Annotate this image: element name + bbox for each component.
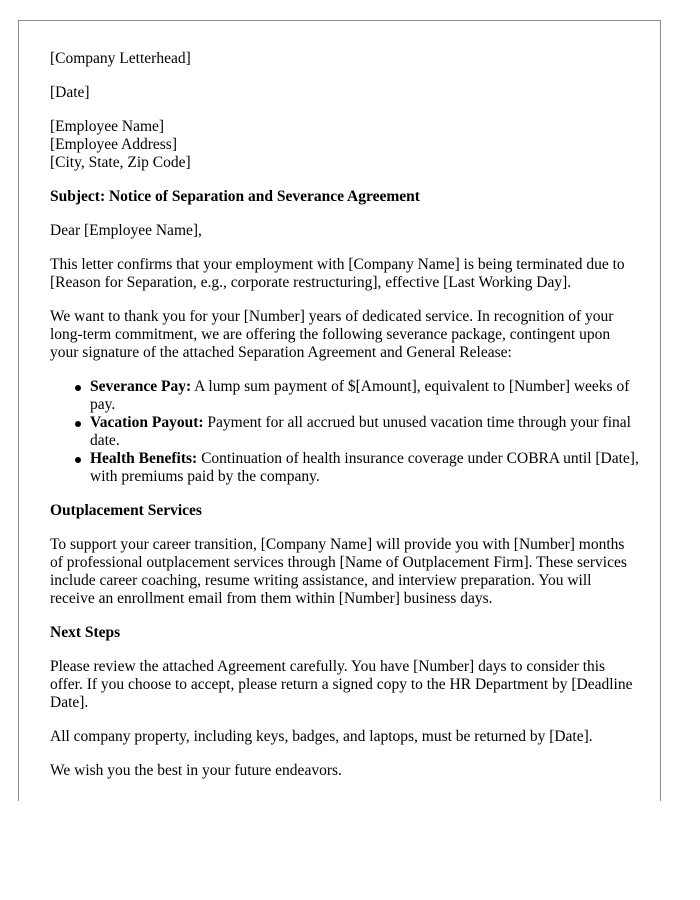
item-label: Health Benefits: bbox=[90, 450, 198, 467]
recipient-name: [Employee Name] bbox=[50, 118, 165, 135]
item-text: Payment for all accrued but unused vacation time through your final date. bbox=[90, 414, 631, 449]
recipient-address-block bbox=[50, 118, 640, 172]
bullet-icon bbox=[75, 385, 81, 391]
severance-package-list bbox=[50, 378, 640, 486]
list-item bbox=[90, 450, 640, 486]
bullet-icon bbox=[75, 457, 81, 463]
outplacement-paragraph: To support your career transition, [Company Name] will provide you with [Number] months of professional outplacement services through [Name of Outplacement Firm]. These services include career coaching, resume writing assistance, and interview preparation. You will receive an enrollment email from them within [Number] business days. bbox=[50, 536, 627, 607]
next-steps-paragraph: Please review the attached Agreement carefully. You have [Number] days to consider this offer. If you choose to accept, please return a signed copy to the HR Department by [Deadline Date]. bbox=[50, 658, 633, 711]
recipient-address: [Employee Address] bbox=[50, 136, 177, 153]
bullet-icon bbox=[75, 421, 81, 427]
letter-date: [Date] bbox=[50, 84, 90, 101]
intro-paragraph: This letter confirms that your employment with [Company Name] is being terminated due to [Reason for Separation, e.g., corporate restructuring], effective [Last Working Day]. bbox=[50, 256, 625, 291]
thanks-paragraph: We want to thank you for your [Number] years of dedicated service. In recognition of your long-term commitment, we are offering the following severance package, contingent upon your signature of the attached Separation Agreement and General Release: bbox=[50, 308, 614, 361]
subject-line: Subject: Notice of Separation and Severance Agreement bbox=[50, 188, 420, 205]
item-text: Continuation of health insurance coverage under COBRA until [Date], with premiums paid by the company. bbox=[90, 450, 639, 485]
list-item bbox=[90, 414, 640, 450]
property-return-paragraph: All company property, including keys, badges, and laptops, must be returned by [Date]. bbox=[50, 728, 593, 745]
letter-body bbox=[50, 50, 640, 796]
letter-page bbox=[18, 20, 661, 801]
closing-paragraph: We wish you the best in your future endeavors. bbox=[50, 762, 342, 779]
item-label: Vacation Payout: bbox=[90, 414, 204, 431]
item-label: Severance Pay: bbox=[90, 378, 192, 395]
salutation: Dear [Employee Name], bbox=[50, 222, 202, 239]
outplacement-heading: Outplacement Services bbox=[50, 502, 202, 519]
company-letterhead: [Company Letterhead] bbox=[50, 50, 191, 67]
recipient-city-state-zip: [City, State, Zip Code] bbox=[50, 154, 191, 171]
list-item bbox=[90, 378, 640, 414]
item-text: A lump sum payment of $[Amount], equivalent to [Number] weeks of pay. bbox=[90, 378, 630, 413]
next-steps-heading: Next Steps bbox=[50, 624, 121, 641]
